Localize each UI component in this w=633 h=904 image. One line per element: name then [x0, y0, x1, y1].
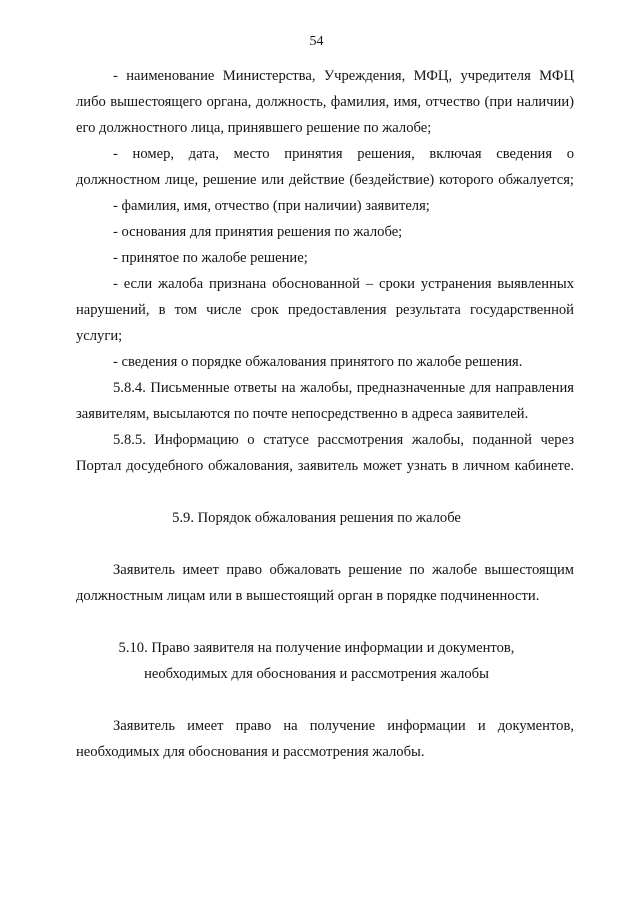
- paragraph-5-8-5: 5.8.5. Информацию о статусе рассмотрения жалобы, поданной через: [113, 432, 574, 448]
- list-item-decision-grounds: - основания для принятия решения по жалобе;: [113, 224, 403, 240]
- text-line: должностным лицам или в вышестоящий орган в порядке подчиненности.: [76, 588, 540, 604]
- page-number: 54: [309, 34, 324, 49]
- paragraph-5-8-4: 5.8.4. Письменные ответы на жалобы, предназначенные для направления: [113, 380, 574, 396]
- list-item-ministry-name: - наименование Министерства, Учреждения, МФЦ, учредителя МФЦ: [113, 68, 574, 84]
- list-item-decision-number: - номер, дата, место принятия решения, включая сведения о: [113, 146, 574, 162]
- list-item-applicant-name: - фамилия, имя, отчество (при наличии) заявителя;: [113, 198, 430, 214]
- list-item-appeal-procedure: - сведения о порядке обжалования принятого по жалобе решения.: [113, 354, 523, 370]
- section-heading-5-10: 5.10. Право заявителя на получение информации и документов,: [118, 640, 515, 656]
- text-line: должностном лице, решение или действие (бездействие) которого обжалуется;: [76, 172, 574, 188]
- section-heading-5-10-cont: необходимых для обоснования и рассмотрения жалобы: [144, 666, 489, 682]
- text-line: его должностного лица, принявшего решение по жалобе;: [76, 120, 432, 136]
- list-item-elimination-terms: - если жалоба признана обоснованной – сроки устранения выявленных: [113, 276, 574, 292]
- paragraph-information-right: Заявитель имеет право на получение информации и документов,: [113, 718, 574, 734]
- list-item-decision: - принятое по жалобе решение;: [113, 250, 308, 266]
- section-heading-5-9: 5.9. Порядок обжалования решения по жалобе: [172, 510, 461, 526]
- text-line: заявителям, высылаются по почте непосредственно в адреса заявителей.: [76, 406, 529, 422]
- text-line: Портал досудебного обжалования, заявитель может узнать в личном кабинете.: [76, 458, 574, 474]
- paragraph-appeal-right: Заявитель имеет право обжаловать решение по жалобе вышестоящим: [113, 562, 574, 578]
- text-line: нарушений, в том числе срок предоставления результата государственной: [76, 302, 574, 318]
- text-line: услуги;: [76, 328, 123, 344]
- text-line: либо вышестоящего органа, должность, фамилия, имя, отчество (при наличии): [76, 94, 574, 110]
- text-line: необходимых для обоснования и рассмотрения жалобы.: [76, 744, 425, 760]
